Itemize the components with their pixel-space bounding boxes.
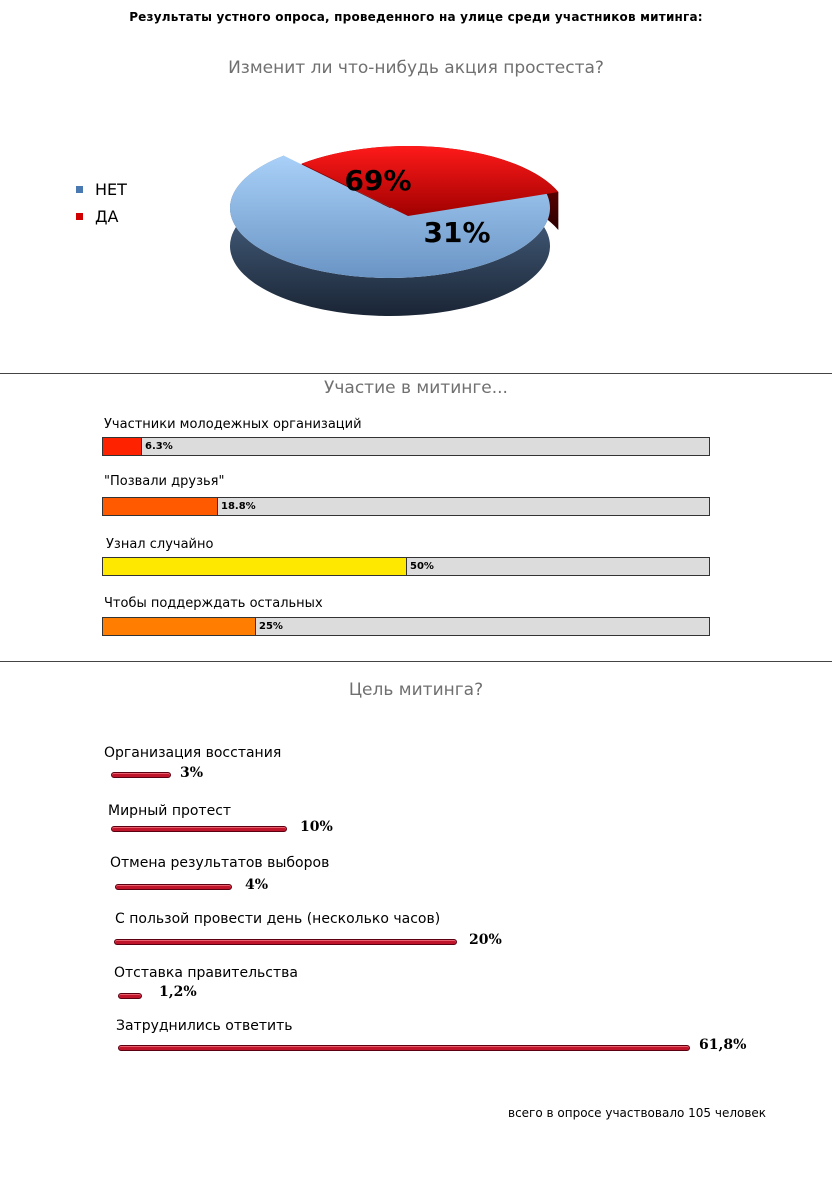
goal-value-election: 4% <box>245 877 269 893</box>
goal-value-dayoff: 20% <box>469 932 502 948</box>
participation-track-support <box>102 617 710 636</box>
legend-swatch-da-icon <box>76 213 83 220</box>
legend-item-net <box>76 180 127 199</box>
goal-bar-resign <box>118 993 142 999</box>
participation-pct-support: 25% <box>259 621 283 632</box>
goal-label-resign: Отставка правительства <box>114 965 298 981</box>
participation-fill-support <box>103 618 256 635</box>
pie-label-da: 31% <box>423 216 491 249</box>
legend-swatch-net-icon <box>76 186 83 193</box>
pie-label-net: 69% <box>344 164 412 197</box>
participation-label-youth: Участники молодежных организаций <box>104 417 362 432</box>
participation-label-support: Чтобы поддерждать остальных <box>104 596 323 611</box>
participation-track-youth <box>102 437 710 456</box>
goal-bar-uprising <box>111 772 171 778</box>
pie-title: Изменит ли что-нибудь акция простеста? <box>228 58 604 78</box>
goal-value-peaceful: 10% <box>300 819 333 835</box>
goal-bar-unsure <box>118 1045 690 1051</box>
goal-title: Цель митинга? <box>348 680 484 700</box>
participation-label-friends: "Позвали друзья" <box>104 474 225 489</box>
pie-chart <box>200 100 600 340</box>
goal-label-dayoff: С пользой провести день (несколько часов) <box>115 911 441 927</box>
participation-track-friends <box>102 497 710 516</box>
participation-track-random <box>102 557 710 576</box>
goal-bar-peaceful <box>111 826 287 832</box>
page-title: Результаты устного опроса, проведенного на улице среди участников митинга: <box>129 10 703 24</box>
participation-fill-friends <box>103 498 218 515</box>
participation-fill-random <box>103 558 407 575</box>
divider-1 <box>0 373 832 374</box>
goal-value-uprising: 3% <box>180 765 204 781</box>
participation-pct-random: 50% <box>410 561 434 572</box>
goal-label-election: Отмена результатов выборов <box>110 855 330 871</box>
legend-label-net: НЕТ <box>95 180 127 199</box>
goal-bar-election <box>115 884 232 890</box>
participation-pct-youth: 6.3% <box>145 441 173 452</box>
legend-label-da: ДА <box>95 207 119 226</box>
participation-label-random: Узнал случайно <box>106 537 214 552</box>
goal-label-peaceful: Мирный протест <box>108 803 232 819</box>
goal-label-unsure: Затруднились ответить <box>116 1018 293 1034</box>
goal-label-uprising: Организация восстания <box>104 745 282 761</box>
goal-value-unsure: 61,8% <box>699 1037 747 1053</box>
participation-pct-friends: 18.8% <box>221 501 256 512</box>
participation-title: Участие в митинге... <box>324 378 508 398</box>
goal-bar-dayoff <box>114 939 457 945</box>
footer-note: всего в опросе участвовало 105 человек <box>508 1106 767 1120</box>
legend-item-da <box>76 207 118 226</box>
divider-2 <box>0 661 832 662</box>
participation-fill-youth <box>103 438 142 455</box>
goal-value-resign: 1,2% <box>159 984 197 1000</box>
